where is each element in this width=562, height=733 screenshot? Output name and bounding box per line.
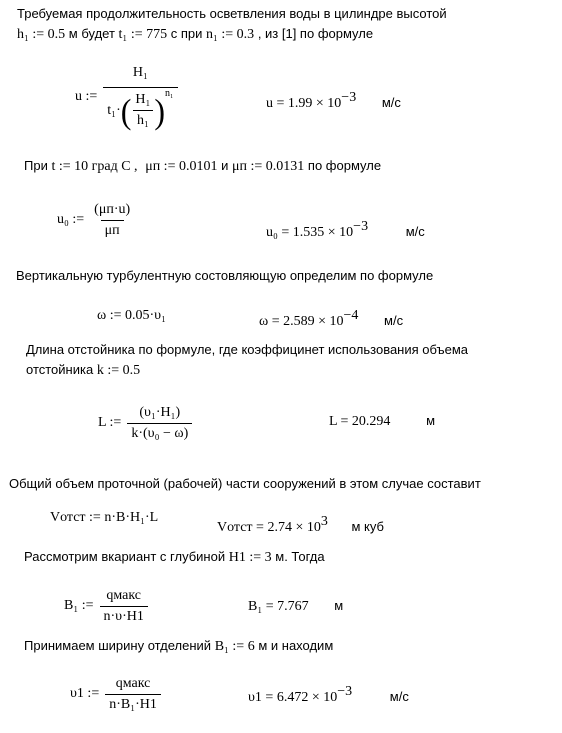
text-segment: При [24,158,48,173]
result-exponent: 3 [320,514,328,529]
inner-denominator: h₁ [133,110,153,129]
numerator: qмакс [106,587,142,603]
denominator [103,87,177,129]
text-segment: м и находим [258,638,334,653]
paragraph-7 [24,638,333,655]
text-segment: по формуле [307,158,382,173]
text-segment: с при [170,26,203,41]
formula-V: Vотст := n·B·H₁·L [50,510,159,525]
unit: м/с [384,313,404,328]
k-expression: k := 0.5 [96,363,141,378]
result-value: ω = 2.589 × 10 [259,314,344,329]
formula-u0 [57,192,134,248]
numerator: H₁ [132,65,148,80]
denominator: n·B₁·H1 [105,694,161,713]
numerator: (μп·u) [94,201,131,217]
paragraph-4-line-2 [26,362,140,379]
formula-L [98,392,192,454]
t1-factor: t₁· [107,102,121,118]
fraction [100,588,148,625]
denominator: μп [101,220,124,239]
formula-lhs: B₁ := [64,598,94,613]
text-segment: Рассмотрим вкариант с глубиной [24,549,226,564]
result-exponent: −3 [341,90,357,105]
denominator: n·υ·H1 [100,606,148,625]
result-value: L = 20.294 [329,414,391,429]
B1-expression: B₁ := 6 [214,639,255,654]
paragraph-5: Общий объем проточной (рабочей) части сооружений в этом случае составит [9,476,481,491]
result-exponent: −4 [343,308,359,323]
result-value: B₁ = 7.767 [248,599,309,614]
formula-lhs: υ1 := [70,686,100,701]
result-u [266,90,401,112]
result-u0 [266,219,425,241]
formula-v1 [70,672,161,716]
numerator: (υ₁·H₁) [139,404,181,420]
text-segment: м будет [68,26,115,41]
fraction [90,202,134,239]
result-v1 [248,684,409,706]
t1-expression: t₁ := 775 [118,27,168,42]
mu-expression-2: μп := 0.0131 [232,159,305,174]
inner-numerator: H₁ [135,92,151,107]
text-segment: Принимаем ширину отделений [24,638,212,653]
unit: м куб [351,519,384,534]
unit: м/с [405,224,425,239]
paragraph-2 [24,158,381,175]
exponent: n₁ [165,88,174,99]
result-exponent: −3 [353,219,369,234]
numerator: qмакс [115,675,151,691]
unit: м [426,413,435,428]
text-segment: и [221,158,229,173]
unit: м [334,598,344,613]
fraction [127,405,192,442]
text-segment: м. Тогда [275,549,325,564]
fraction [105,676,161,713]
formula-lhs: L := [98,415,122,430]
mu-expression-1: μп := 0.0101 [145,159,218,174]
formula-u [75,54,178,140]
result-B1 [248,598,343,615]
inner-fraction [131,92,154,129]
result-value: υ1 = 6.472 × 10 [248,690,338,705]
formula-B1 [64,584,148,628]
H1-expression: H1 := 3 [228,550,272,565]
result-L [329,413,435,430]
text-segment: отстойника [26,362,94,377]
result-exponent: −3 [337,684,353,699]
formula-omega: ω := 0.05·υ₁ [97,308,166,323]
n1-expression: n₁ := 0.3 [206,27,255,42]
formula-lhs: u₀ := [57,212,85,227]
paragraph-4-line-1: Длина отстойника по формуле, где коэффицинет использования объема [26,342,469,357]
denominator: k·(υ₀ − ω) [127,423,192,442]
fraction [103,65,177,129]
right-paren: ) [154,90,166,131]
paragraph-3: Вертикальную турбулентную состовляющую определим по формуле [16,268,434,283]
result-value: u = 1.99 × 10 [266,96,342,111]
t-expression: t := 10 град С , [51,159,138,174]
paragraph-6 [24,549,325,566]
result-V [217,514,384,536]
unit: м/с [389,689,409,704]
left-paren: ( [120,90,132,131]
paragraph-1-line-1: Требуемая продолжительность осветвления воды в цилиндре высотой [17,6,447,21]
result-value: Vотст = 2.74 × 10 [217,520,321,535]
result-value: u₀ = 1.535 × 10 [266,225,354,240]
formula-lhs: u := [75,89,98,104]
result-omega [259,308,403,330]
text-segment: , из [1] по формуле [257,26,374,41]
unit: м/с [381,95,401,110]
paragraph-1-line-2 [17,26,373,43]
h1-expression: h₁ := 0.5 [17,27,66,42]
